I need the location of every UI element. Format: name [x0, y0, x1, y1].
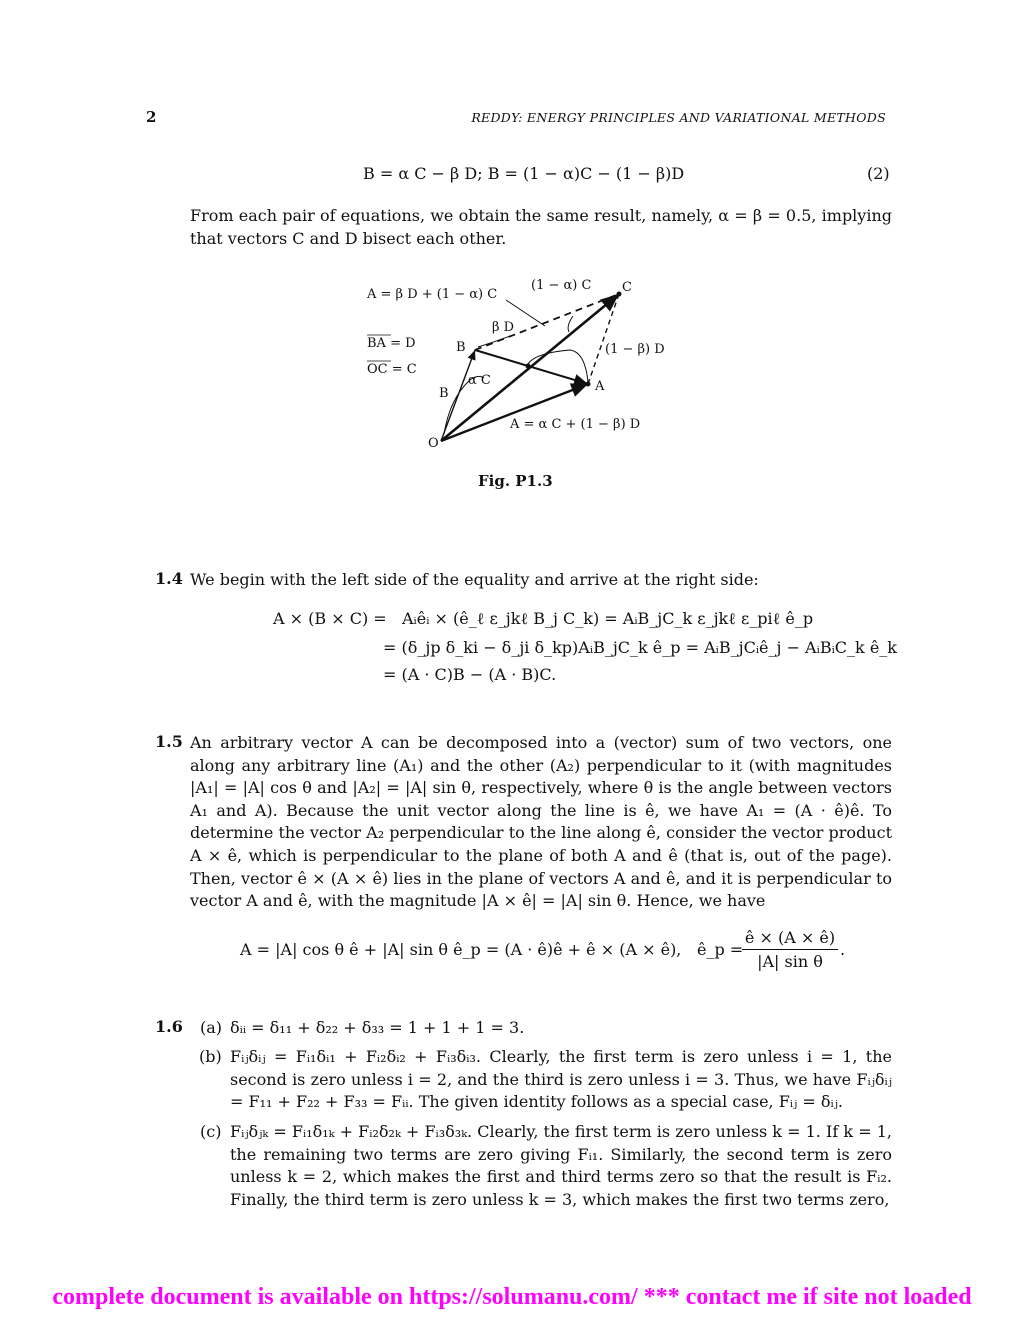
- midpoint-dot: [526, 364, 531, 369]
- section-1-5-body: [190, 732, 892, 913]
- s16-c-text: Fᵢⱼδⱼₖ = Fᵢ₁δ₁ₖ + Fᵢ₂δ₂ₖ + Fᵢ₃δ₃ₖ. Clearly, the first term is zero unless k = 1. If k = 1, the remaining two terms are zero giving Fᵢ₁. Similarly, the second term is zero unless k = 2, which makes the first and third terms zero so that the result is Fᵢ₂. Finally, the third term is zero unless k = 3, which makes the first two terms zero,: [230, 1122, 892, 1209]
- page-number: 2: [146, 108, 157, 126]
- figure-caption: Fig. P1.3: [478, 472, 553, 490]
- s16-a-label: (a): [200, 1018, 223, 1037]
- s16-b-text: Fᵢⱼδᵢⱼ = Fᵢ₁δᵢ₁ + Fᵢ₂δᵢ₂ + Fᵢ₃δᵢ₃. Clearly, the first term is zero unless i = 1, the second is zero unless i = 2, and the third is zero unless i = 3. Thus, we have Fᵢⱼδᵢⱼ = F₁₁ + F₂₂ + F₃₃ = Fᵢᵢ. The given identity follows as a special case, Fᵢⱼ = δᵢⱼ.: [230, 1047, 892, 1112]
- c-brace: [568, 316, 573, 332]
- s14-line1-lhs: A × (B × C) =: [273, 609, 387, 628]
- beta-d-brace: [528, 350, 588, 382]
- label-oc-def: OC = C: [367, 362, 417, 377]
- equation-2: B = α C − β D; B = (1 − α)C − (1 − β)D: [363, 164, 685, 183]
- footer-banner: complete document is available on https://solumanu.com/ *** contact me if site not loaded: [52, 1284, 972, 1310]
- s14-line2: = (δ_jp δ_ki − δ_ji δ_kp)AᵢB_jC_k ê_p = AᵢB_jCᵢê_j − AᵢBᵢC_k ê_k: [383, 638, 897, 657]
- section-1-4-intro: We begin with the left side of the equality and arrive at the right side:: [190, 570, 759, 589]
- section-1-4-number: 1.4: [155, 569, 183, 588]
- section-1-5-number: 1.5: [155, 732, 183, 751]
- label-a-point: A: [595, 379, 605, 394]
- bisect-text: From each pair of equations, we obtain the same result, namely, α = β = 0.5, implying that vectors C and D bisect each other.: [190, 206, 892, 248]
- s15-eq-ep-numerator: ê × (A × ê): [742, 928, 838, 950]
- label-one-minus-beta-d: (1 − β) D: [605, 342, 665, 357]
- s16-a-text: δᵢᵢ = δ₁₁ + δ₂₂ + δ₃₃ = 1 + 1 + 1 = 3.: [230, 1018, 525, 1037]
- s15-eq-ep-denominator: |A| sin θ: [757, 952, 823, 971]
- s15-eq-main: A = |A| cos θ ê + |A| sin θ ê_p = (A · ê)ê + ê × (A × ê),: [240, 940, 682, 959]
- label-b-vector: B: [439, 386, 449, 401]
- point-a-dot: [586, 382, 591, 387]
- bisect-paragraph: [190, 205, 892, 250]
- s14-line1-rhs: Aᵢêᵢ × (ê_ℓ ε_jkℓ B_j C_k) = AᵢB_jC_k ε_jkℓ ε_piℓ ê_p: [402, 609, 814, 628]
- d-brace: [478, 336, 510, 347]
- label-b-point: B: [456, 340, 466, 355]
- label-eq-a-bottom: A = α C + (1 − β) D: [510, 417, 641, 432]
- vector-a-line: [441, 384, 588, 441]
- running-title: REDDY: ENERGY PRINCIPLES AND VARIATIONAL METHODS: [471, 110, 886, 125]
- section-1-5-text: An arbitrary vector A can be decomposed into a (vector) sum of two vectors, one along any arbitrary line (A₁) and the other (A₂) perpendicular to it (with magnitudes |A₁| = |A| cos θ and |A₂| = |A| sin θ, respectively, where θ is the angle between vectors A₁ and A). Because the unit vector along the line is ê, we have A₁ = (A · ê)ê. To determine the vector A₂ perpendicular to the line along ê, consider the vector product A × ê, which is perpendicular to the plane of both A and ê (that is, out of the page). Then, vector ê × (A × ê) lies in the plane of vectors A and ê, and it is perpendicular to vector A and ê, with the magnitude |A × ê| = |A| sin θ. Hence, we have: [190, 733, 892, 911]
- figure-p1-3: [360, 268, 680, 458]
- s16-c-label: (c): [200, 1122, 222, 1141]
- label-c: C: [622, 280, 632, 295]
- label-eq-a-top: A = β D + (1 − α) C: [367, 287, 498, 302]
- s15-eq-period: .: [840, 940, 846, 959]
- vector-ba-line: [475, 350, 588, 384]
- s15-eq-ep-fraction: [742, 928, 838, 971]
- label-one-minus-alpha-c: (1 − α) C: [531, 278, 592, 293]
- equation-2-number: (2): [867, 164, 890, 183]
- label-o: O: [428, 436, 439, 451]
- label-alpha-c: α C: [468, 373, 491, 388]
- label-ba-def: BA = D: [367, 336, 416, 351]
- s16-b-label: (b): [199, 1047, 222, 1066]
- section-1-6-number: 1.6: [155, 1017, 183, 1036]
- s14-line3: = (A · C)B − (A · B)C.: [383, 665, 557, 684]
- point-c-dot: [617, 292, 622, 297]
- s15-eq-ep-lhs: ê_p =: [697, 940, 744, 959]
- label-beta-d: β D: [492, 320, 515, 335]
